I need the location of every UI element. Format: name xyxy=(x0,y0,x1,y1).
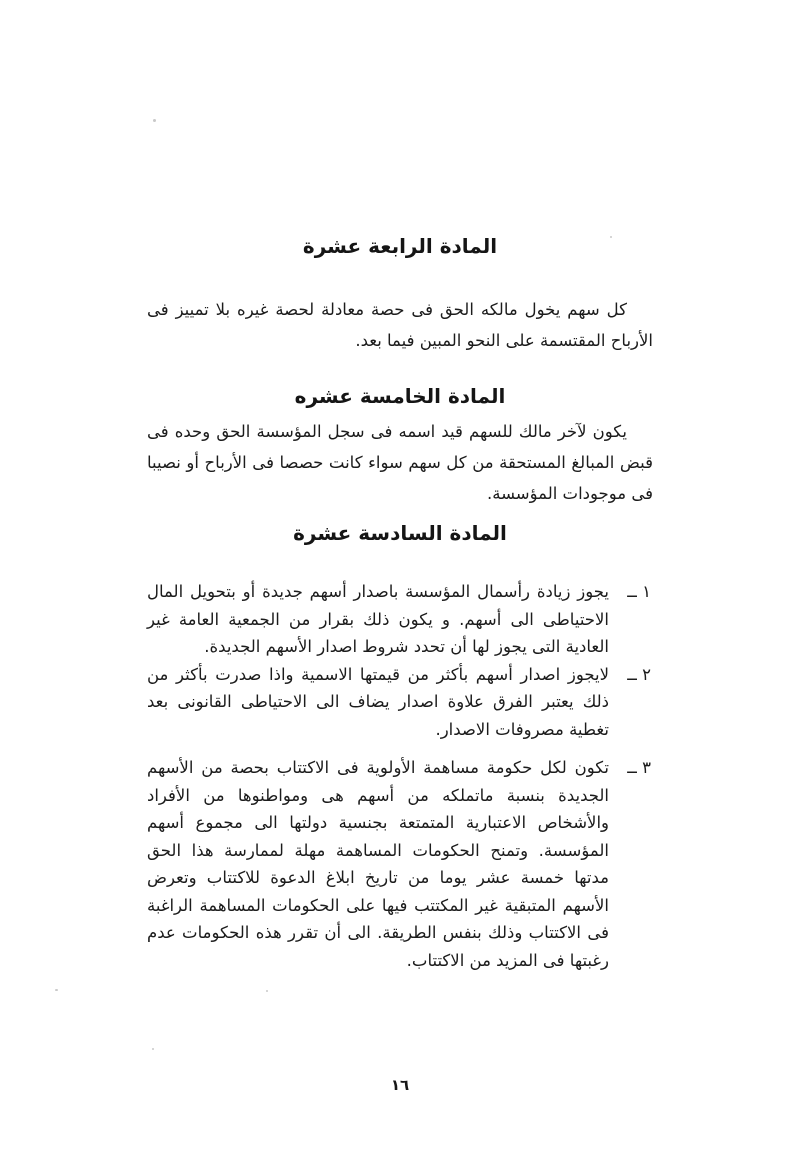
article-16-list xyxy=(147,578,653,974)
article-16-heading: المادة السادسة عشرة xyxy=(293,521,507,545)
scan-speck xyxy=(266,990,268,992)
scan-speck xyxy=(55,989,58,991)
article-14-body: كل سهم يخول مالكه الحق فى حصة معادلة لحصة غيره بلا تمييز فى الأرباح المقتسمة على النحو المبين فيما بعد. xyxy=(147,300,653,350)
list-item-3 xyxy=(147,754,653,974)
article-15-body: يكون لآخر مالك للسهم قيد اسمه فى سجل المؤسسة الحق وحده فى قبض المبالغ المستحقة من كل سهم سواء كانت حصصا فى الأرباح أو نصيبا فى موجودات المؤسسة. xyxy=(147,422,653,503)
item-1-text: يجوز زيادة رأسمال المؤسسة باصدار أسهم جديدة أو بتحويل المال الاحتياطى الى أسهم. و يكون ذلك بقرار من الجمعية العامة غير العادية التى يجوز لها أن تحدد شروط اصدار الأسهم الجديدة. xyxy=(147,582,609,656)
article-14-heading: المادة الرابعة عشرة xyxy=(302,234,498,258)
item-1-number: ١ ــ xyxy=(627,582,651,601)
item-3-number: ٣ ــ xyxy=(627,758,651,777)
list-item-2 xyxy=(147,661,653,744)
scan-speck xyxy=(152,1048,154,1050)
item-3-text: تكون لكل حكومة مساهمة الأولوية فى الاكتتاب بحصة من الأسهم الجديدة بنسبة ماتملكه من أسهم هى ومواطنوها من الأفراد والأشخاص الاعتبارية المتمتعة بجنسية دولتها الى مجموع أسهم المؤسسة. وتمنح الحكومات المساهمة مهلة لممارسة هذا الحق مدتها خمسة عشر يوما من تاريخ ابلاغ الدعوة للاكتتاب وتعرض الأسهم المتبقية غير المكتتب فيها على الحكومات المساهمة الراغبة فى الاكتتاب وذلك بنفس الطريقة. الى أن تقرر هذه الحكومات عدم رغبتها فى المزيد من الاكتتاب. xyxy=(147,758,609,970)
item-2-text: لايجوز اصدار أسهم بأكثر من قيمتها الاسمية واذا صدرت بأكثر من ذلك يعتبر الفرق علاوة اصدار يضاف الى الاحتياطى القانونى بعد تغطية مصروفات الاصدار. xyxy=(147,664,609,739)
item-2-number: ٢ ــ xyxy=(627,664,651,684)
list-item-1 xyxy=(147,578,653,661)
page-number: ١٦ xyxy=(390,1076,410,1094)
document-body xyxy=(147,0,653,974)
article-15-heading: المادة الخامسة عشره xyxy=(294,384,506,408)
